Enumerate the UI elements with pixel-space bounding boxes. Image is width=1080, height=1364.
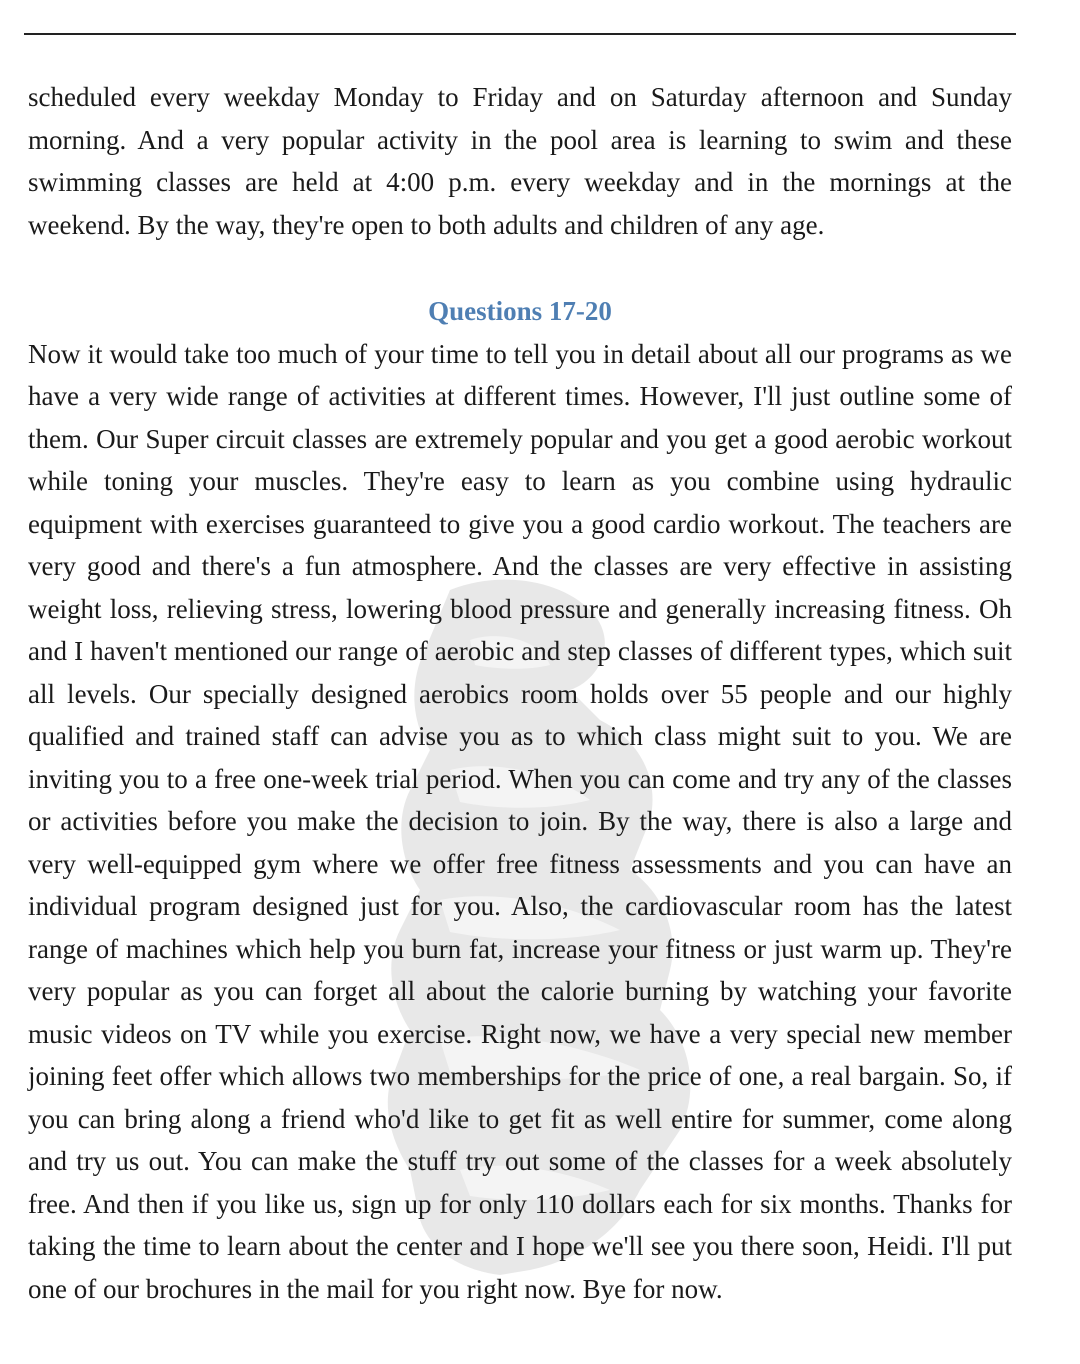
main-paragraph: Now it would take too much of your time to tell you in detail about all our programs as we have a very wide range of activities at different times. However, I'll just outline some of them. Our Super circuit classes are extremely popular and you get a good aerobic workout while toning your muscles. They're easy to learn as you combine using hydraulic equipment with exercises guaranteed to give you a good cardio workout. The teachers are very good and there's a fun atmosphere. And the classes are very effective in assisting weight loss, relieving stress, lowering blood pressure and generally increasing fitness. Oh and I haven't mentioned our range of aerobic and step classes of different types, which suit all levels. Our specially designed aerobics room holds over 55 people and our highly qualified and trained staff can advise you as to which class might suit to you. We are inviting you to a free one-week trial period. When you can come and try any of the classes or activities before you make the decision to join. By the way, there is also a large and very well-equipped gym where we offer free fitness assessments and you can have an individual program designed just for you. Also, the cardiovascular room has the latest range of machines which help you burn fat, increase your fitness or just warm up. They're very popular as you can forget all about the calorie burning by watching your favorite music videos on TV while you exercise. Right now, we have a very special new member joining feet offer which allows two memberships for the price of one, a real bargain. So, if you can bring along a friend who'd like to get fit as well entire for summer, come along and try us out. You can make the stuff try out some of the classes for a week absolutely free. And then if you like us, sign up for only 110 dollars each for six months. Thanks for taking the time to learn about the center and I hope we'll see you there soon, Heidi. I'll put one of our brochures in the mail for you right now. Bye for now. [28, 338, 1012, 1304]
document-body [28, 76, 1012, 1310]
section-heading: Questions 17-20 [428, 296, 612, 326]
top-divider [24, 33, 1016, 35]
intro-paragraph: scheduled every weekday Monday to Friday and on Saturday afternoon and Sunday morning. And a very popular activity in the pool area is learning to swim and these swimming classes are held at 4:00 p.m. every weekday and in the mornings at the weekend. By the way, they're open to both adults and children of any age. [28, 82, 1012, 240]
